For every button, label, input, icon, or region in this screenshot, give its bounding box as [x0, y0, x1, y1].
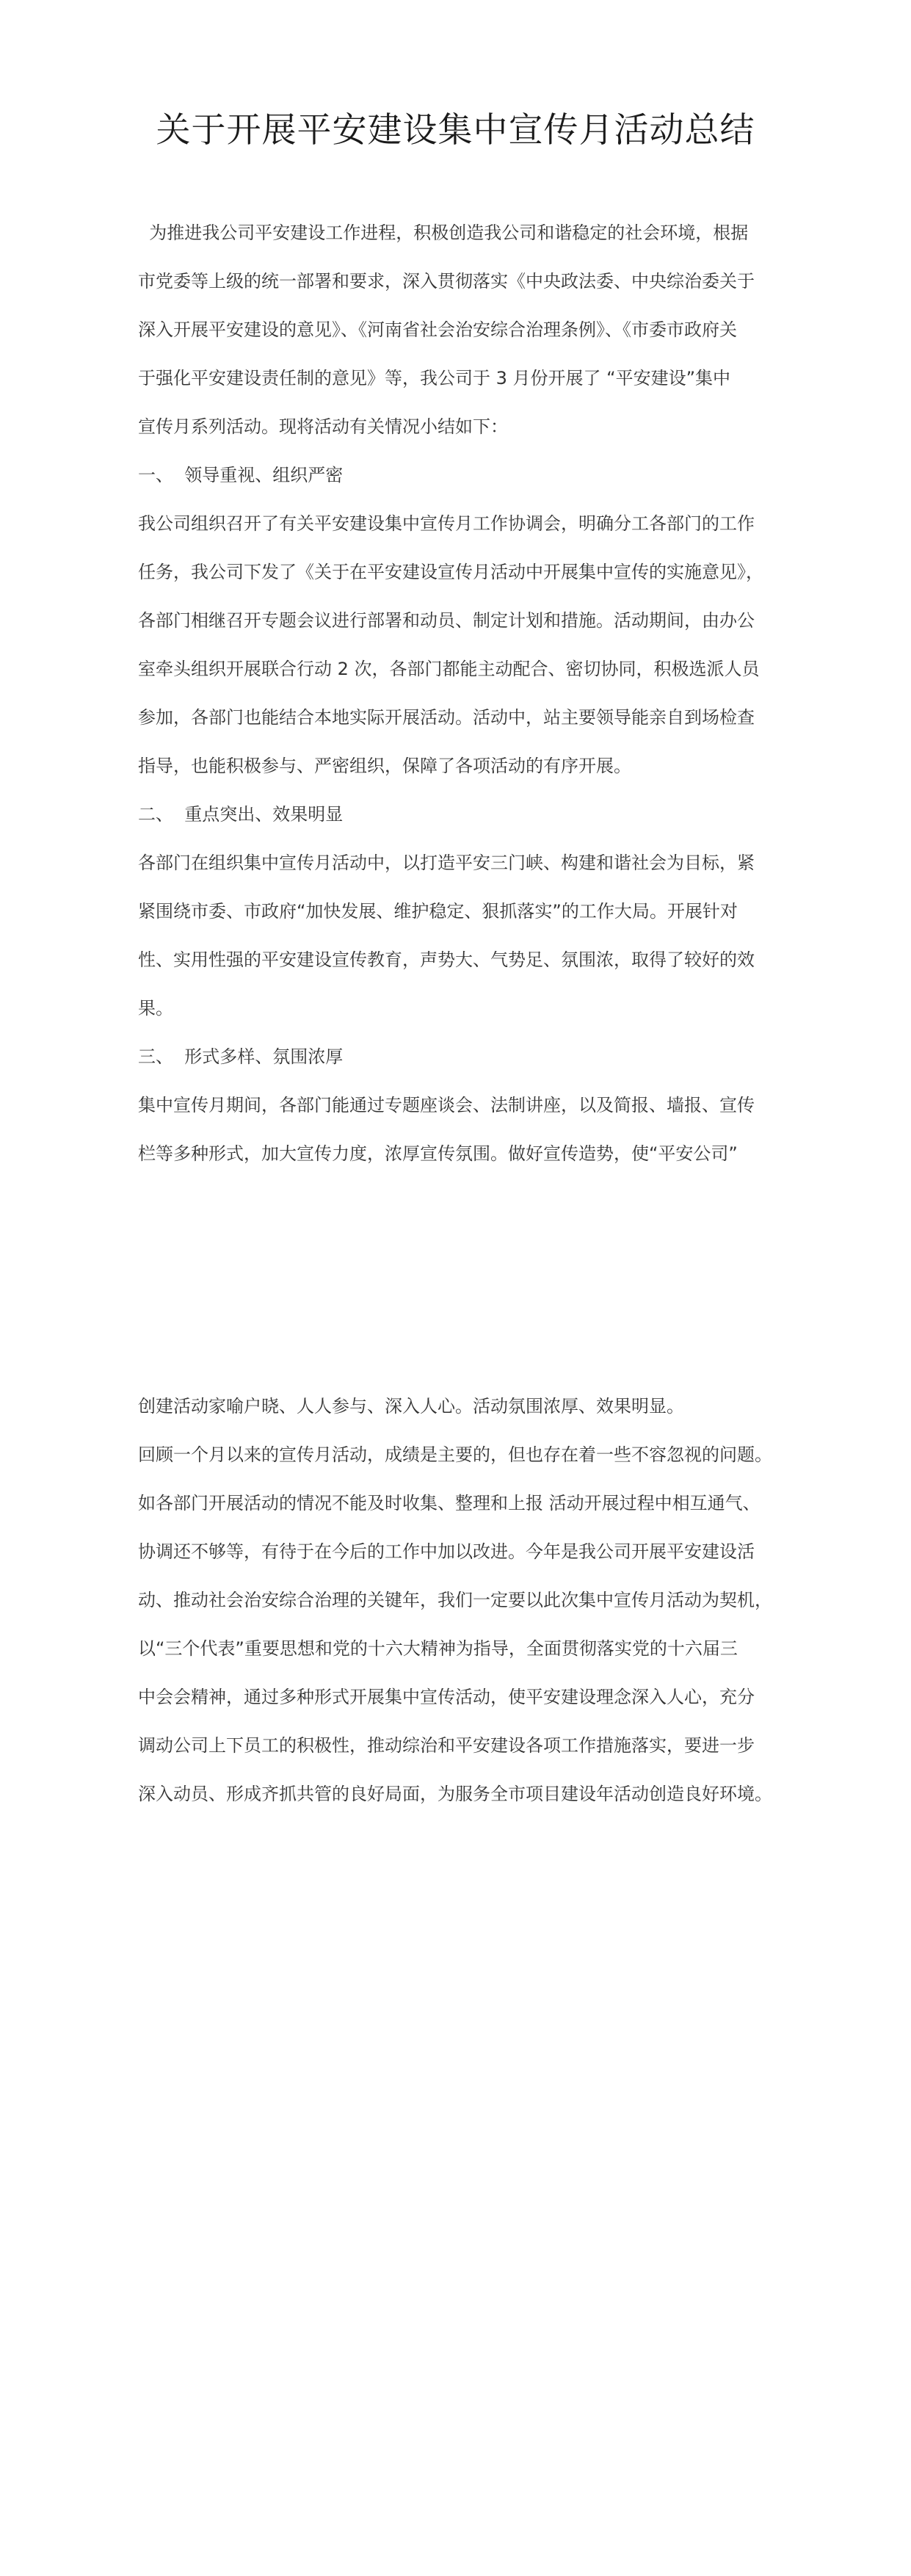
text-line: 深入动员、形成齐抓共管的良好局面，为服务全市项目建设年活动创造良好环境。: [138, 1784, 772, 1804]
text-line: 动、推动社会治安综合治理的关键年，我们一定要以此次集中宣传月活动为契机，: [138, 1590, 772, 1610]
text-line: 为推进我公司平安建设工作进程，积极创造我公司和谐稳定的社会环境，根据: [138, 222, 749, 243]
text-line: 市党委等上级的统一部署和要求，深入贯彻落实《中央政法委、中央综治委关于: [138, 271, 755, 292]
text-line: 性、实用性强的平安建设宣传教育，声势大、气势足、氛围浓，取得了较好的效: [138, 949, 755, 970]
text-line: 如各部门开展活动的情况不能及时收集、整理和上报 活动开展过程中相互通气、: [138, 1493, 761, 1513]
text-line: 集中宣传月期间，各部门能通过专题座谈会、法制讲座，以及简报、墙报、宣传: [138, 1095, 755, 1115]
text-line: 于强化平安建设责任制的意见》等，我公司于 3 月份开展了 “平安建设”集中: [138, 368, 731, 388]
text-line: 我公司组织召开了有关平安建设集中宣传月工作协调会，明确分工各部门的工作: [138, 513, 755, 534]
text-line: 回顾一个月以来的宣传月活动，成绩是主要的，但也存在着一些不容忽视的问题。: [138, 1444, 772, 1465]
closing-paragraph: [138, 1382, 777, 1818]
text-line: 栏等多种形式，加大宣传力度，浓厚宣传氛围。做好宣传造势，使“平安公司”: [138, 1143, 738, 1164]
section-heading-3: 三、 形式多样、氛围浓厚: [138, 1046, 344, 1067]
text-line: 参加，各部门也能结合本地实际开展活动。活动中，站主要领导能亲自到场检查: [138, 707, 755, 728]
text-line: 果。: [138, 998, 173, 1019]
text-line: 各部门相继召开专题会议进行部署和动员、制定计划和措施。活动期间，由办公: [138, 610, 755, 631]
text-line: 深入开展平安建设的意见》、《河南省社会治安综合治理条例》、《市委市政府关: [138, 319, 737, 340]
text-line: 协调还不够等，有待于在今后的工作中加以改进。今年是我公司开展平安建设活: [138, 1541, 755, 1562]
text-line: 创建活动家喻户晓、人人参与、深入人心。活动氛围浓厚、效果明显。: [138, 1396, 684, 1417]
section-heading-1: 一、 领导重视、组织严密: [138, 465, 344, 485]
document-title: 关于开展平安建设集中宣传月活动总结: [156, 110, 755, 151]
text-line: 宣传月系列活动。现将活动有关情况小结如下：: [138, 416, 508, 437]
text-line: 中会会精神，通过多种形式开展集中宣传活动，使平安建设理念深入人心，充分: [138, 1687, 755, 1707]
text-line: 以“三个代表”重要思想和党的十六大精神为指导，全面贯彻落实党的十六届三: [138, 1638, 738, 1659]
text-line: 室牵头组织开展联合行动 2 次，各部门都能主动配合、密切协同，积极选派人员: [138, 659, 760, 679]
text-line: 调动公司上下员工的积极性，推动综治和平安建设各项工作措施落实，要进一步: [138, 1735, 755, 1756]
text-line: 紧围绕市委、市政府“加快发展、维护稳定、狠抓落实”的工作大局。开展针对: [138, 901, 738, 922]
section-heading-2: 二、 重点突出、效果明显: [138, 804, 344, 825]
text-line: 各部门在组织集中宣传月活动中，以打造平安三门峡、构建和谐社会为目标，紧: [138, 853, 755, 873]
intro-paragraph: [138, 209, 777, 1178]
text-line: 任务，我公司下发了《关于在平安建设宣传月活动中开展集中宣传的实施意见》，: [138, 562, 763, 582]
text-line: 指导，也能积极参与、严密组织，保障了各项活动的有序开展。: [138, 756, 631, 776]
